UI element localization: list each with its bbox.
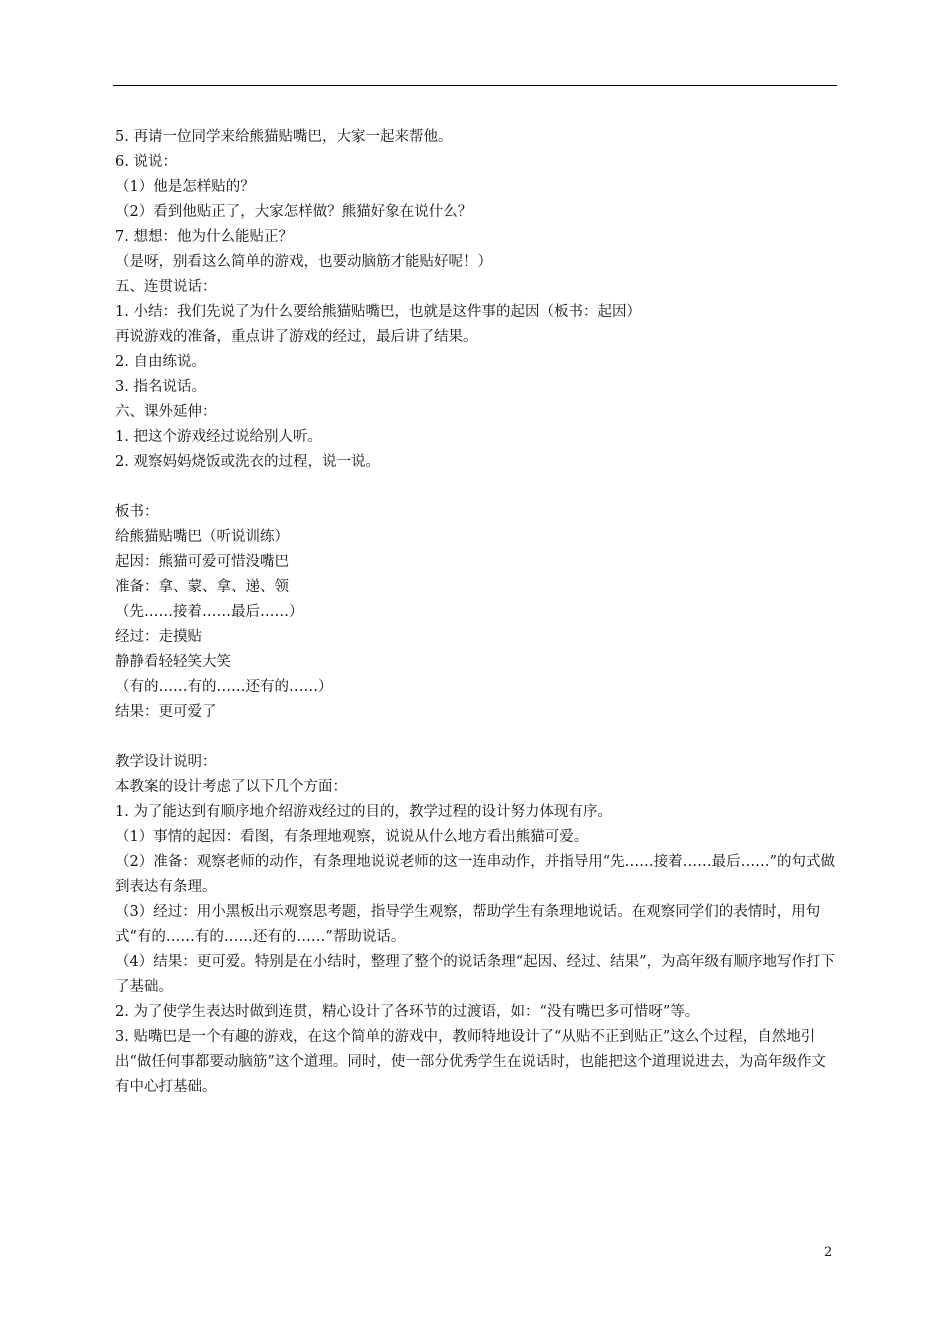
text-line: 再说游戏的准备，重点讲了游戏的经过，最后讲了结果。 — [115, 329, 478, 345]
design-paragraph: （3）经过：用小黑板出示观察思考题，指导学生观察，帮助学生有条理地说话。在观察同学们的表情时，用句式“有的……有的……还有的……”帮助说话。 — [115, 904, 821, 945]
text-line: 1. 小结：我们先说了为什么要给熊猫贴嘴巴，也就是这件事的起因（板书：起因） — [115, 304, 641, 320]
document-body — [115, 125, 839, 1100]
text-line: 3. 指名说话。 — [115, 379, 206, 395]
board-line: 准备：拿、蒙、拿、递、领 — [115, 579, 289, 595]
design-notes-section — [115, 750, 839, 1100]
text-line: 5. 再请一位同学来给熊猫贴嘴巴，大家一起来帮他。 — [115, 129, 453, 145]
design-line: （1）事情的起因：看图，有条理地观察，说说从什么地方看出熊猫可爱。 — [115, 829, 589, 845]
board-line: 起因：熊猫可爱可惜没嘴巴 — [115, 554, 289, 570]
text-line: （是呀，别看这么简单的游戏，也要动脑筋才能贴好呢！） — [115, 254, 492, 270]
text-line: 2. 观察妈妈烧饭或洗衣的过程，说一说。 — [115, 454, 380, 470]
blank-line — [115, 725, 839, 750]
design-line: 1. 为了能达到有顺序地介绍游戏经过的目的，教学过程的设计努力体现有序。 — [115, 804, 612, 820]
text-line: 6. 说说： — [115, 154, 177, 170]
text-line: （2）看到他贴正了，大家怎样做？熊猫好象在说什么？ — [115, 204, 473, 220]
board-line: （先……接着……最后……） — [115, 604, 304, 620]
board-notes-section — [115, 500, 839, 725]
page-number: 2 — [824, 1245, 833, 1260]
board-heading: 板书： — [115, 504, 159, 520]
board-line: （有的……有的……还有的……） — [115, 679, 333, 695]
text-line: 1. 把这个游戏经过说给别人听。 — [115, 429, 322, 445]
board-line: 结果：更可爱了 — [115, 704, 217, 720]
board-line: 经过：走摸贴 — [115, 629, 202, 645]
design-paragraph: 3. 贴嘴巴是一个有趣的游戏，在这个简单的游戏中，教师特地设计了“从贴不正到贴正”这么个过程，自然地引出“做任何事都要动脑筋”这个道理。同时，使一部分优秀学生在说话时，也能把这个道理说进去，为高年级作文有中心打基础。 — [115, 1029, 826, 1095]
design-line: 本教案的设计考虑了以下几个方面： — [115, 779, 347, 795]
text-line: 7. 想想：他为什么能贴正？ — [115, 229, 293, 245]
section-heading: 六、课外延伸： — [115, 404, 217, 420]
design-paragraph: （2）准备：观察老师的动作，有条理地说说老师的这一连串动作，并指导用“先……接着……最后……”的句式做到表达有条理。 — [115, 854, 836, 895]
blank-line — [115, 475, 839, 500]
board-line: 给熊猫贴嘴巴（听说训练） — [115, 529, 289, 545]
text-line: 2. 自由练说。 — [115, 354, 206, 370]
board-line: 静静看轻轻笑大笑 — [115, 654, 231, 670]
design-paragraph: 2. 为了使学生表达时做到连贯，精心设计了各环节的过渡语，如：“没有嘴巴多可惜呀”等。 — [115, 1004, 700, 1020]
header-rule — [113, 85, 837, 86]
section-heading: 五、连贯说话： — [115, 279, 217, 295]
design-paragraph: （4）结果：更可爱。特别是在小结时，整理了整个的说话条理“起因、经过、结果”，为高年级有顺序地写作打下了基础。 — [115, 954, 836, 995]
lesson-steps-section — [115, 125, 839, 475]
text-line: （1）他是怎样贴的？ — [115, 179, 255, 195]
design-heading: 教学设计说明： — [115, 754, 217, 770]
